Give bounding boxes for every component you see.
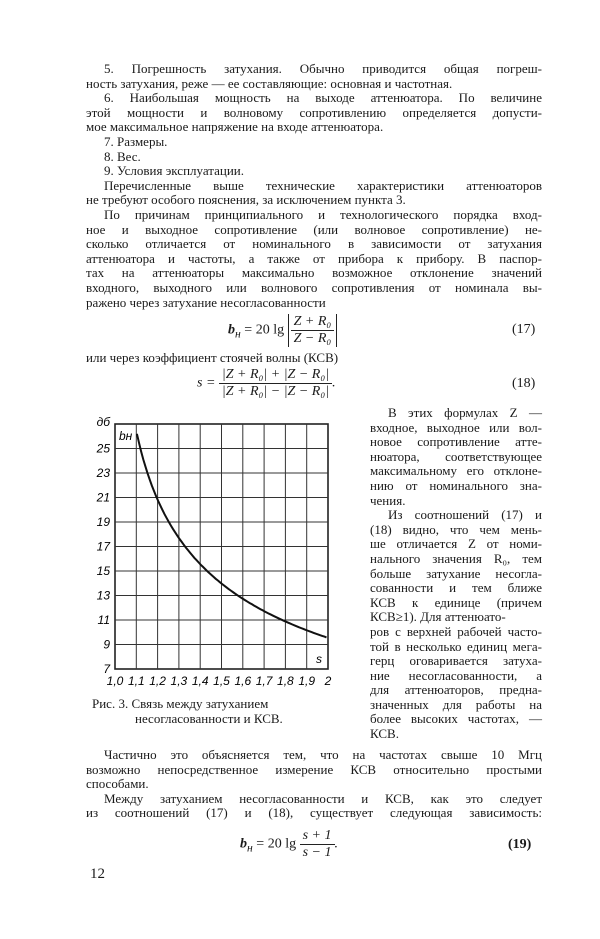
formula-eq: = 20 lg [256,836,297,852]
x-axis-label: s [316,652,322,666]
y-tick-label: 9 [103,637,110,652]
text-line: нюатора, соответствующее [370,448,542,464]
y-tick-label: 17 [96,539,110,554]
text-line: 8. Вес. [104,148,141,164]
text-line: тах на аттенюаторы максимально возможное отклонение значений [86,265,542,281]
text-line: из соотношений (17) и (18), существует следующая зависимость: [86,805,542,821]
page-number: 12 [90,866,105,882]
equation-number-19: (19) [508,837,532,852]
text-line: максимальному его отклоне- [370,463,542,479]
text-line: нального значения R₀, тем [370,550,542,566]
text-line: более высоких частотах, — [370,711,542,727]
formula-den: s − 1 [302,845,332,860]
y-tick-label: 11 [97,613,110,627]
formula-sub: н [247,841,253,855]
text-line: 5. Погрешность затухания. Обычно приводится общая погреш- [104,61,542,76]
text-line: входное, выходное или вол- [370,419,542,435]
text-line: (18) видно, что чем мень- [370,521,542,537]
text-line: Частично это объясняется тем, что на частотах свыше 10 Мгц [104,747,542,762]
text-line: ше отличается Z от номи- [370,536,542,552]
x-tick-label: 2 [324,674,332,688]
text-line: не требуют особого пояснения, за исключением пункта 3. [86,192,406,208]
text-line: новое сопротивление атте- [370,434,542,450]
text-line: способами. [86,776,149,792]
text-line: для аттенюаторов, предна- [370,682,542,698]
formula-lhs: s = [197,375,216,391]
formula-18: s = $\frac{\text{|Z + R₀| + |Z − R₀|}}{\text{|Z + R₀| − |Z − R₀|}}$ . [197,367,336,399]
text-line: Перечисленные выше технические характеристики аттенюаторов [104,177,542,193]
between-text: или через коэффициент стоячей волны (КСВ) [86,350,339,365]
x-tick-label: 1,2 [149,674,166,688]
x-tick-label: 1,5 [213,674,230,688]
text-line: герц оговаривается затуха- [370,653,542,669]
formula-den: Z − R₀ [293,331,332,346]
text-line: той в несколько единиц мега- [370,638,542,654]
right-column-text [370,406,542,742]
caption-line: несогласованности и КСВ. [135,711,283,726]
attenuation-curve [137,434,327,638]
text-line: этой мощности и волновому сопротивлению определяется допусти- [86,104,542,120]
formula-eq: = 20 lg [244,322,285,338]
x-tick-label: 1,8 [277,674,294,688]
y-tick-label: 21 [96,490,110,505]
text-line: мое максимальное напряжение на входе аттенюатора. [86,119,384,135]
formula-19: $b_н = 20$ lg $\frac{s + 1}{s - 1}$ . [240,828,338,860]
text-line: возможно непосредственное измерение КСВ относительно простыми [86,761,542,777]
text-line: значенных для работы на [370,696,542,712]
text-line: ражено через затухание несогласованности [86,294,326,310]
top-text [86,62,542,310]
formula-num: |Z + R₀| + |Z − R₀| [219,367,332,384]
y-tick-label: 7 [103,662,110,676]
y-tick-label: 13 [96,588,110,603]
equation-number-18: (18) [512,376,536,391]
text-line: ние несогласованности, а [370,667,542,683]
abs-bars [288,314,338,347]
y-unit-label: дб [96,415,110,429]
figure-caption [92,696,283,726]
text-line: 6. Наибольшая мощность на выходе аттенюатора. По величине [104,90,542,106]
text-line: нию от номинального зна- [370,477,542,493]
caption-line: Рис. 3. Связь между затуханием [92,696,269,711]
y-tick-label: 15 [96,564,110,578]
x-tick-label: 1,1 [127,674,145,688]
attenuation-vs-vswr-chart [80,412,340,694]
text-line: КСВ к единице (причем [370,594,542,610]
text-line: 7. Размеры. [104,133,168,149]
equation-number-17: (17) [512,322,536,337]
formula-17 [228,314,337,347]
text-line: По причинам принципиального и технологического порядка вход- [104,206,542,222]
x-tick-label: 1,3 [170,674,188,688]
x-tick-label: 1,9 [298,674,316,688]
x-tick-label: 1,0 [106,674,124,688]
bottom-text [86,748,542,821]
y-tick-label: 23 [96,466,110,480]
text-line: КСВ≥1). Для аттенюато- [370,609,506,625]
text-line: КСВ. [370,726,399,742]
y-axis-label: bн [119,429,133,443]
text-line: чения. [370,492,406,508]
y-tick-label: 25 [96,441,110,456]
formula-lhs: b [228,322,235,338]
x-tick-label: 1,7 [255,674,273,688]
text-line: ное и выходное сопротивление (или волновое сопротивление) не- [86,221,542,237]
text-line: входного, выходного или волнового сопротивления от номинала вы- [86,279,542,295]
text-line: аттенюатора и частоты, а также от прибора к прибору. В паспор- [86,250,542,266]
text-line: 9. Условия эксплуатации. [104,163,245,179]
text-line: сколько отличается от номинального в зависимости от затухания [86,236,542,252]
text-line: ров с верхней рабочей часто- [370,623,542,639]
text-line: сованности и тем ближе [370,580,542,596]
formula-num: s + 1 [300,828,335,845]
text-line: В этих формулах Z — [388,405,542,420]
text-line: Из соотношений (17) и [388,507,542,523]
x-tick-label: 1,4 [191,674,209,688]
formula-sub: н [235,327,241,341]
y-tick-label: 19 [96,515,110,529]
formula-lhs: b [240,836,247,852]
formula-num: Z + R₀ [291,314,335,331]
text-line: ность затухания, реже — ее составляющие: основная и частотная. [86,75,453,91]
x-tick-label: 1,6 [234,674,252,688]
text-line: Между затуханием несогласованности и КСВ, как это следует [104,790,542,806]
text-line: больше затухание несогла- [370,565,542,581]
formula-den: |Z + R₀| − |Z − R₀| [221,384,330,399]
